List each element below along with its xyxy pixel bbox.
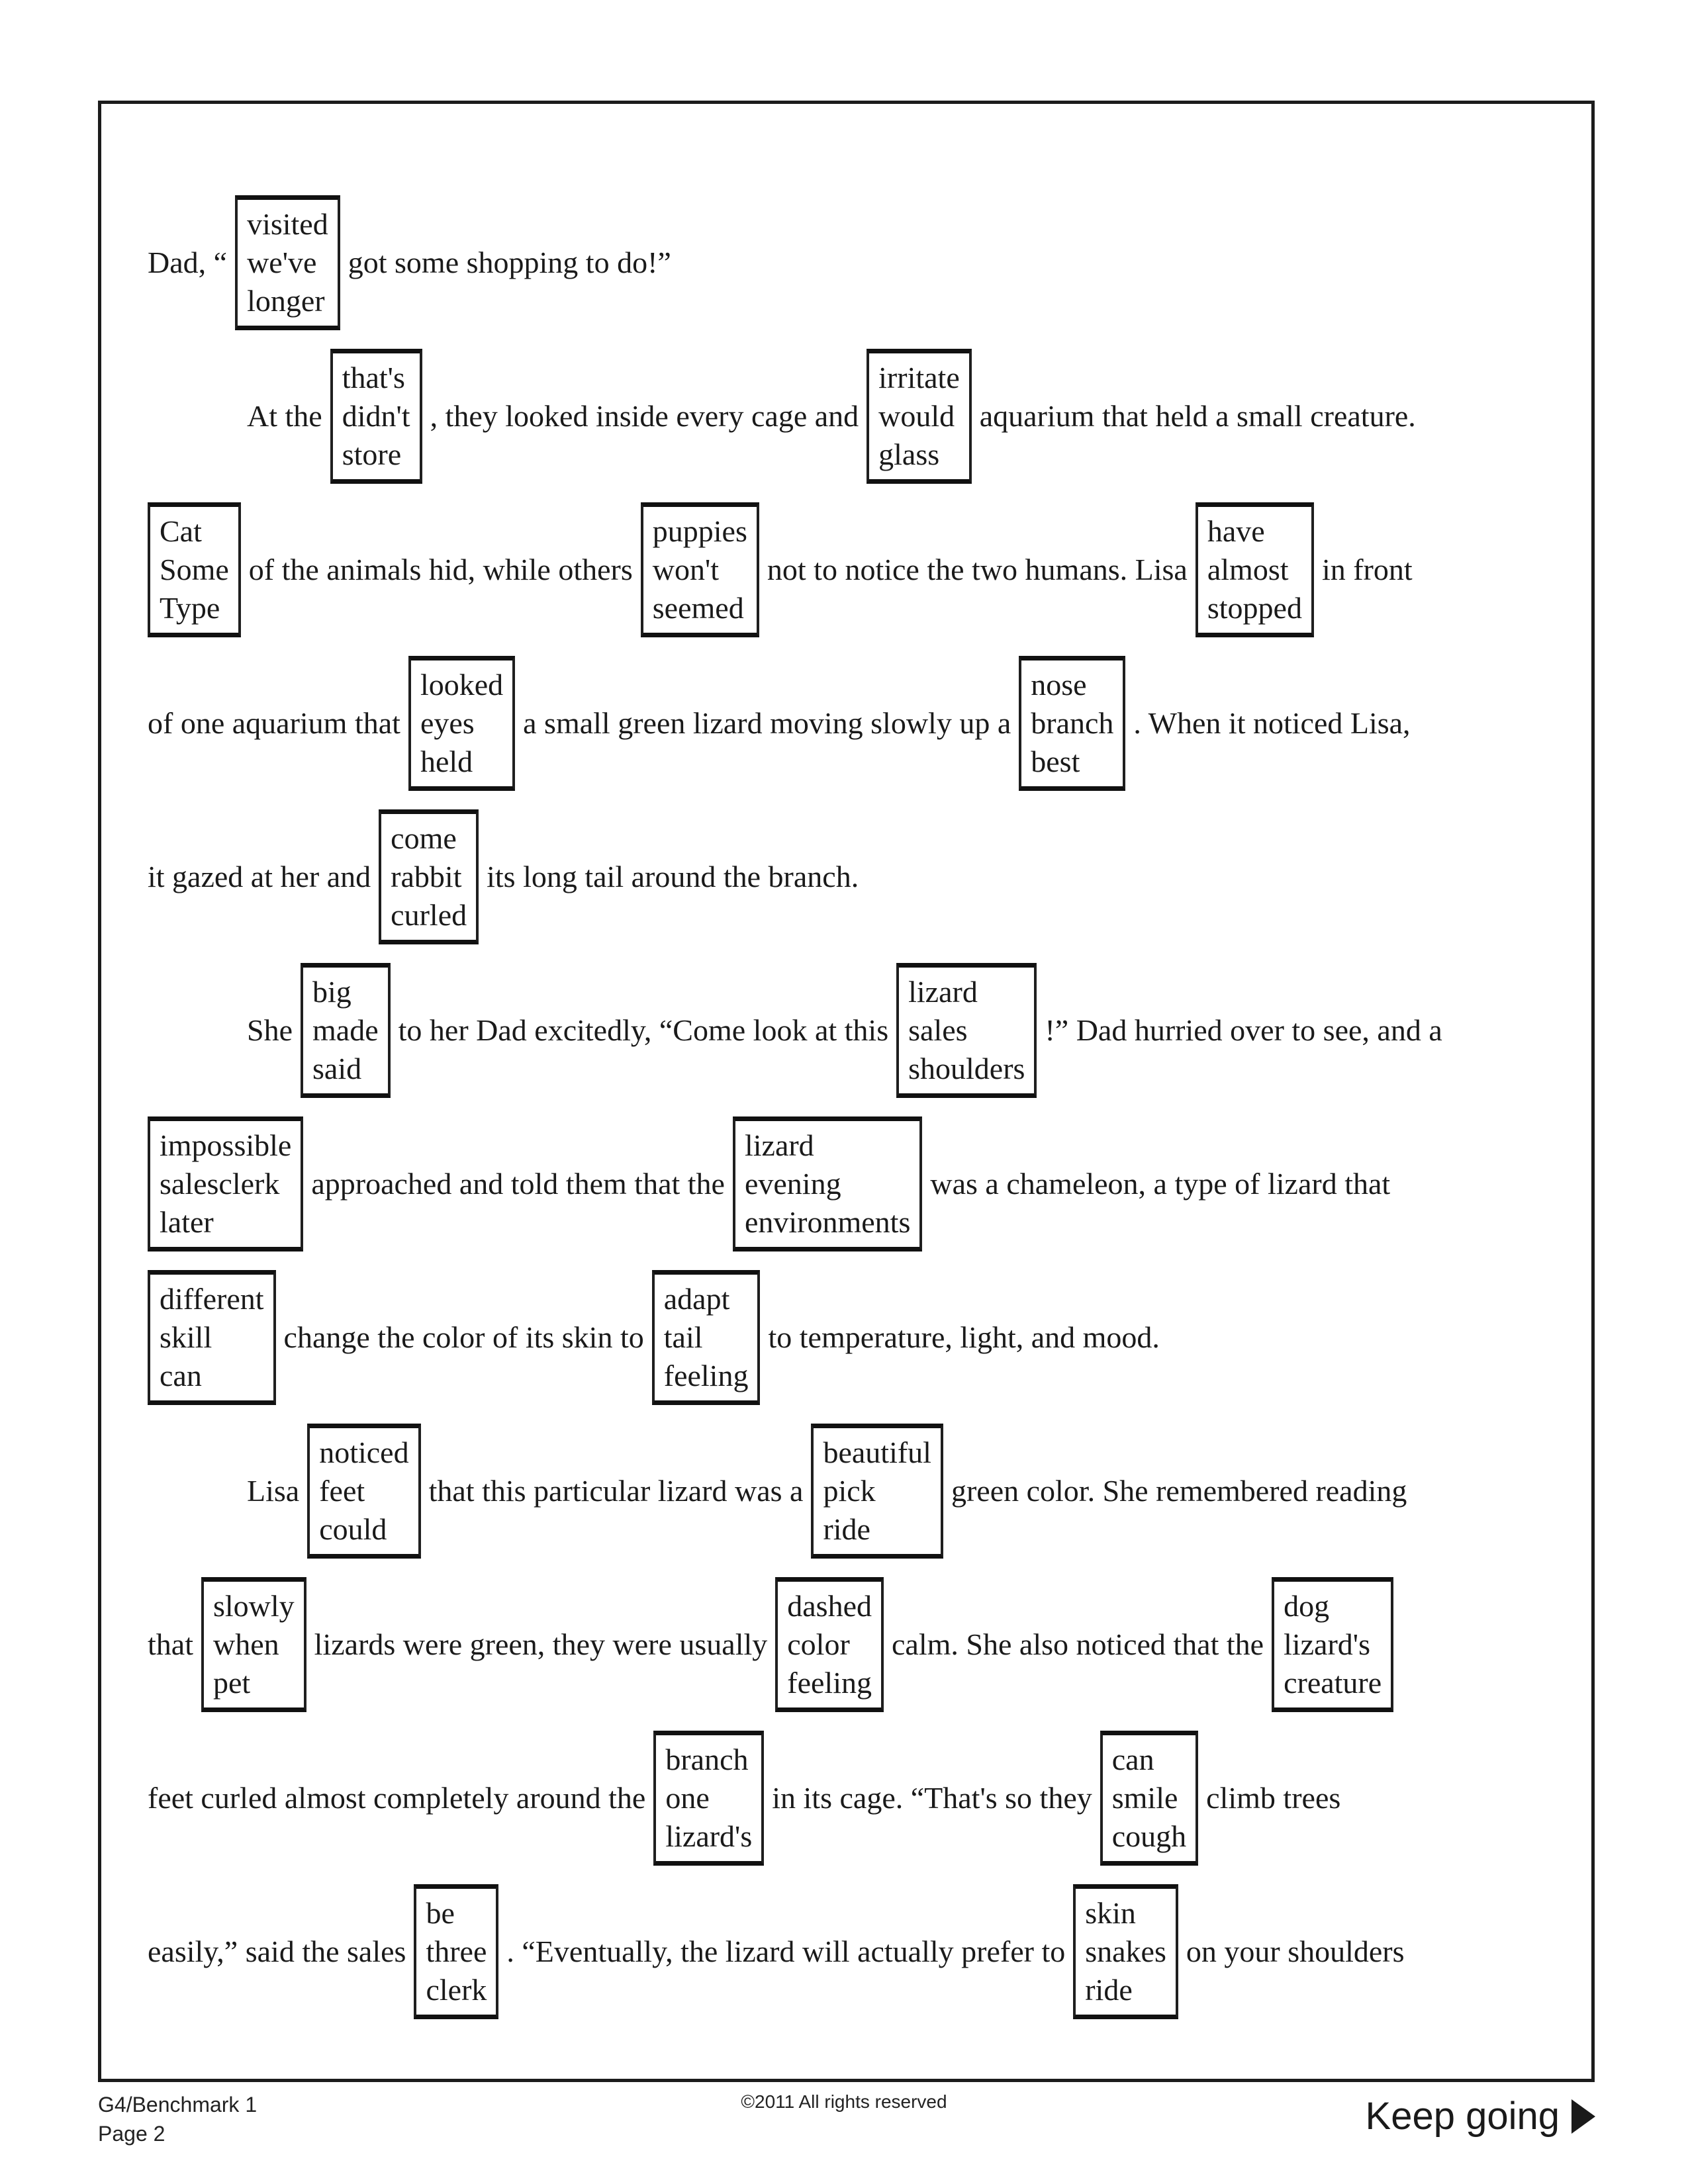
choice-option[interactable]: big bbox=[312, 975, 352, 1009]
passage-text: that bbox=[148, 1627, 193, 1661]
passage-text: was a chameleon, a type of lizard that bbox=[930, 1166, 1391, 1201]
passage-line bbox=[148, 954, 1571, 1107]
passage bbox=[101, 104, 1591, 2028]
choice-option[interactable]: slowly bbox=[212, 1589, 295, 1623]
play-arrow-icon bbox=[1571, 2099, 1595, 2134]
passage-text: climb trees bbox=[1206, 1780, 1341, 1815]
choice-option[interactable]: adapt bbox=[663, 1282, 730, 1316]
choice-box bbox=[148, 502, 241, 637]
choice-option[interactable]: said bbox=[312, 1052, 362, 1085]
keep-going-button[interactable] bbox=[1366, 2094, 1595, 2138]
choice-option[interactable]: visited bbox=[247, 207, 328, 241]
passage-text: feet curled almost completely around the bbox=[148, 1780, 646, 1815]
choice-option[interactable]: made bbox=[312, 1013, 379, 1047]
choice-box bbox=[775, 1577, 884, 1712]
choice-option[interactable]: ride bbox=[823, 1512, 870, 1546]
choice-option[interactable]: won't bbox=[652, 553, 720, 586]
choice-option[interactable]: lizard bbox=[908, 975, 978, 1009]
choice-option[interactable]: can bbox=[1111, 1743, 1154, 1776]
choice-option[interactable]: would bbox=[878, 399, 955, 433]
choice-option[interactable]: come bbox=[391, 821, 457, 855]
choice-option[interactable]: skill bbox=[160, 1320, 212, 1354]
choice-option[interactable]: environments bbox=[744, 1205, 911, 1239]
choice-option[interactable]: skin bbox=[1085, 1896, 1136, 1930]
choice-option[interactable]: three bbox=[426, 1934, 487, 1968]
choice-option[interactable]: we've bbox=[247, 246, 317, 279]
choice-option[interactable]: curled bbox=[391, 898, 467, 932]
choice-box bbox=[148, 1116, 303, 1251]
passage-text: of the animals hid, while others bbox=[248, 552, 633, 586]
choice-box bbox=[201, 1577, 306, 1712]
passage-line bbox=[148, 493, 1571, 647]
choice-option[interactable]: puppies bbox=[652, 514, 747, 548]
choice-option[interactable]: color bbox=[787, 1627, 850, 1661]
passage-text: in front bbox=[1321, 552, 1413, 586]
choice-option[interactable]: feet bbox=[319, 1474, 365, 1508]
passage-line bbox=[148, 1721, 1571, 1875]
passage-line bbox=[148, 1107, 1571, 1261]
choice-option[interactable]: held bbox=[420, 745, 473, 778]
choice-option[interactable]: creature bbox=[1284, 1666, 1382, 1700]
choice-option[interactable]: can bbox=[160, 1359, 202, 1392]
doc-id: G4/Benchmark 1 bbox=[98, 2093, 258, 2116]
choice-option[interactable]: store bbox=[342, 437, 402, 471]
choice-option[interactable]: lizard bbox=[744, 1128, 814, 1162]
choice-box bbox=[867, 349, 972, 484]
choice-option[interactable]: lizard's bbox=[665, 1819, 753, 1853]
choice-option[interactable]: when bbox=[212, 1627, 279, 1661]
passage-line bbox=[148, 186, 1571, 340]
page-number: Page 2 bbox=[98, 2122, 165, 2146]
choice-option[interactable]: dog bbox=[1284, 1589, 1330, 1623]
passage-text: , they looked inside every cage and bbox=[430, 398, 859, 433]
choice-box bbox=[652, 1270, 761, 1405]
choice-box bbox=[307, 1424, 420, 1559]
choice-option[interactable]: nose bbox=[1031, 668, 1087, 702]
choice-option[interactable]: shoulders bbox=[908, 1052, 1025, 1085]
choice-option[interactable]: different bbox=[160, 1282, 264, 1316]
choice-option[interactable]: snakes bbox=[1085, 1934, 1166, 1968]
choice-option[interactable]: be bbox=[426, 1896, 455, 1930]
passage-text: !” Dad hurried over to see, and a bbox=[1045, 1013, 1442, 1047]
choice-option[interactable]: Cat bbox=[160, 514, 202, 548]
choice-box bbox=[1196, 502, 1314, 637]
passage-text: She bbox=[247, 1013, 293, 1047]
passage-text: to her Dad excitedly, “Come look at this bbox=[398, 1013, 889, 1047]
choice-box bbox=[330, 349, 422, 484]
choice-option[interactable]: Some bbox=[160, 553, 229, 586]
choice-option[interactable]: sales bbox=[908, 1013, 968, 1047]
choice-option[interactable]: eyes bbox=[420, 706, 475, 740]
choice-box bbox=[653, 1731, 764, 1866]
choice-option[interactable]: that's bbox=[342, 361, 405, 394]
passage-line bbox=[148, 1414, 1571, 1568]
choice-option[interactable]: pet bbox=[212, 1666, 251, 1700]
passage-text: . “Eventually, the lizard will actually prefer to bbox=[506, 1934, 1066, 1968]
passage-line bbox=[148, 340, 1571, 493]
passage-line bbox=[148, 1261, 1571, 1414]
choice-option[interactable]: noticed bbox=[319, 1435, 409, 1469]
choice-option[interactable]: tail bbox=[663, 1320, 703, 1354]
choice-box bbox=[733, 1116, 922, 1251]
passage-text: on your shoulders bbox=[1186, 1934, 1405, 1968]
passage-line bbox=[148, 1568, 1571, 1721]
choice-option[interactable]: feeling bbox=[663, 1359, 749, 1392]
passage-text: not to notice the two humans. Lisa bbox=[767, 552, 1188, 586]
passage-text: Dad, “ bbox=[148, 245, 228, 279]
choice-box bbox=[379, 809, 479, 944]
page-footer bbox=[0, 2090, 1688, 2169]
passage-text: green color. She remembered reading bbox=[951, 1473, 1407, 1508]
choice-option[interactable]: rabbit bbox=[391, 860, 462, 893]
choice-box bbox=[1272, 1577, 1393, 1712]
choice-option[interactable]: longer bbox=[247, 284, 325, 318]
passage-text: of one aquarium that bbox=[148, 705, 400, 740]
passage-text: that this particular lizard was a bbox=[428, 1473, 804, 1508]
passage-text: to temperature, light, and mood. bbox=[768, 1320, 1160, 1354]
choice-option[interactable]: beautiful bbox=[823, 1435, 931, 1469]
choice-box bbox=[408, 656, 515, 791]
choice-option[interactable]: branch bbox=[665, 1743, 749, 1776]
choice-option[interactable]: smile bbox=[1111, 1781, 1178, 1815]
choice-option[interactable]: later bbox=[160, 1205, 214, 1239]
passage-text: in its cage. “That's so they bbox=[772, 1780, 1092, 1815]
passage-text: it gazed at her and bbox=[148, 859, 371, 893]
passage-text: Lisa bbox=[247, 1473, 300, 1508]
choice-option[interactable]: one bbox=[665, 1781, 710, 1815]
keep-going-label: Keep going bbox=[1365, 2095, 1560, 2138]
choice-option[interactable]: irritate bbox=[878, 361, 960, 394]
choice-box bbox=[301, 963, 391, 1098]
passage-text: aquarium that held a small creature. bbox=[979, 398, 1416, 433]
passage-text: got some shopping to do!” bbox=[348, 245, 671, 279]
passage-text: its long tail around the branch. bbox=[487, 859, 859, 893]
choice-box bbox=[811, 1424, 943, 1559]
choice-box bbox=[235, 195, 340, 330]
passage-text: calm. She also noticed that the bbox=[892, 1627, 1264, 1661]
choice-option[interactable]: pick bbox=[823, 1474, 876, 1508]
choice-option[interactable]: dashed bbox=[787, 1589, 872, 1623]
choice-option[interactable]: glass bbox=[878, 437, 940, 471]
choice-box bbox=[148, 1270, 276, 1405]
passage-text: lizards were green, they were usually bbox=[314, 1627, 768, 1661]
choice-option[interactable]: best bbox=[1031, 745, 1080, 778]
passage-text: approached and told them that the bbox=[311, 1166, 725, 1201]
passage-text: At the bbox=[247, 398, 322, 433]
choice-box bbox=[1073, 1884, 1178, 2019]
choice-option[interactable]: didn't bbox=[342, 399, 410, 433]
choice-option[interactable]: have bbox=[1207, 514, 1265, 548]
choice-option[interactable]: looked bbox=[420, 668, 504, 702]
choice-box bbox=[896, 963, 1037, 1098]
choice-option[interactable]: ride bbox=[1085, 1973, 1133, 2007]
choice-option[interactable]: Type bbox=[160, 591, 220, 625]
choice-box bbox=[414, 1884, 498, 2019]
passage-line bbox=[148, 647, 1571, 800]
choice-option[interactable]: clerk bbox=[426, 1973, 487, 2007]
choice-option[interactable]: could bbox=[319, 1512, 387, 1546]
passage-text: . When it noticed Lisa, bbox=[1133, 705, 1411, 740]
passage-text: easily,” said the sales bbox=[148, 1934, 406, 1968]
choice-option[interactable]: branch bbox=[1031, 706, 1114, 740]
passage-text: change the color of its skin to bbox=[283, 1320, 644, 1354]
choice-box bbox=[641, 502, 759, 637]
choice-option[interactable]: feeling bbox=[787, 1666, 872, 1700]
passage-line bbox=[148, 1875, 1571, 2028]
choice-option[interactable]: seemed bbox=[652, 591, 744, 625]
choice-box bbox=[1100, 1731, 1198, 1866]
copyright-notice: ©2011 All rights reserved bbox=[741, 2091, 947, 2112]
choice-box bbox=[1019, 656, 1125, 791]
choice-option[interactable]: evening bbox=[744, 1167, 841, 1201]
choice-option[interactable]: cough bbox=[1111, 1819, 1187, 1853]
choice-option[interactable]: stopped bbox=[1207, 591, 1302, 625]
choice-option[interactable]: lizard's bbox=[1284, 1627, 1370, 1661]
passage-text: a small green lizard moving slowly up a bbox=[523, 705, 1011, 740]
passage-line bbox=[148, 800, 1571, 954]
choice-option[interactable]: almost bbox=[1207, 553, 1289, 586]
choice-option[interactable]: impossible bbox=[160, 1128, 292, 1162]
choice-option[interactable]: salesclerk bbox=[160, 1167, 280, 1201]
